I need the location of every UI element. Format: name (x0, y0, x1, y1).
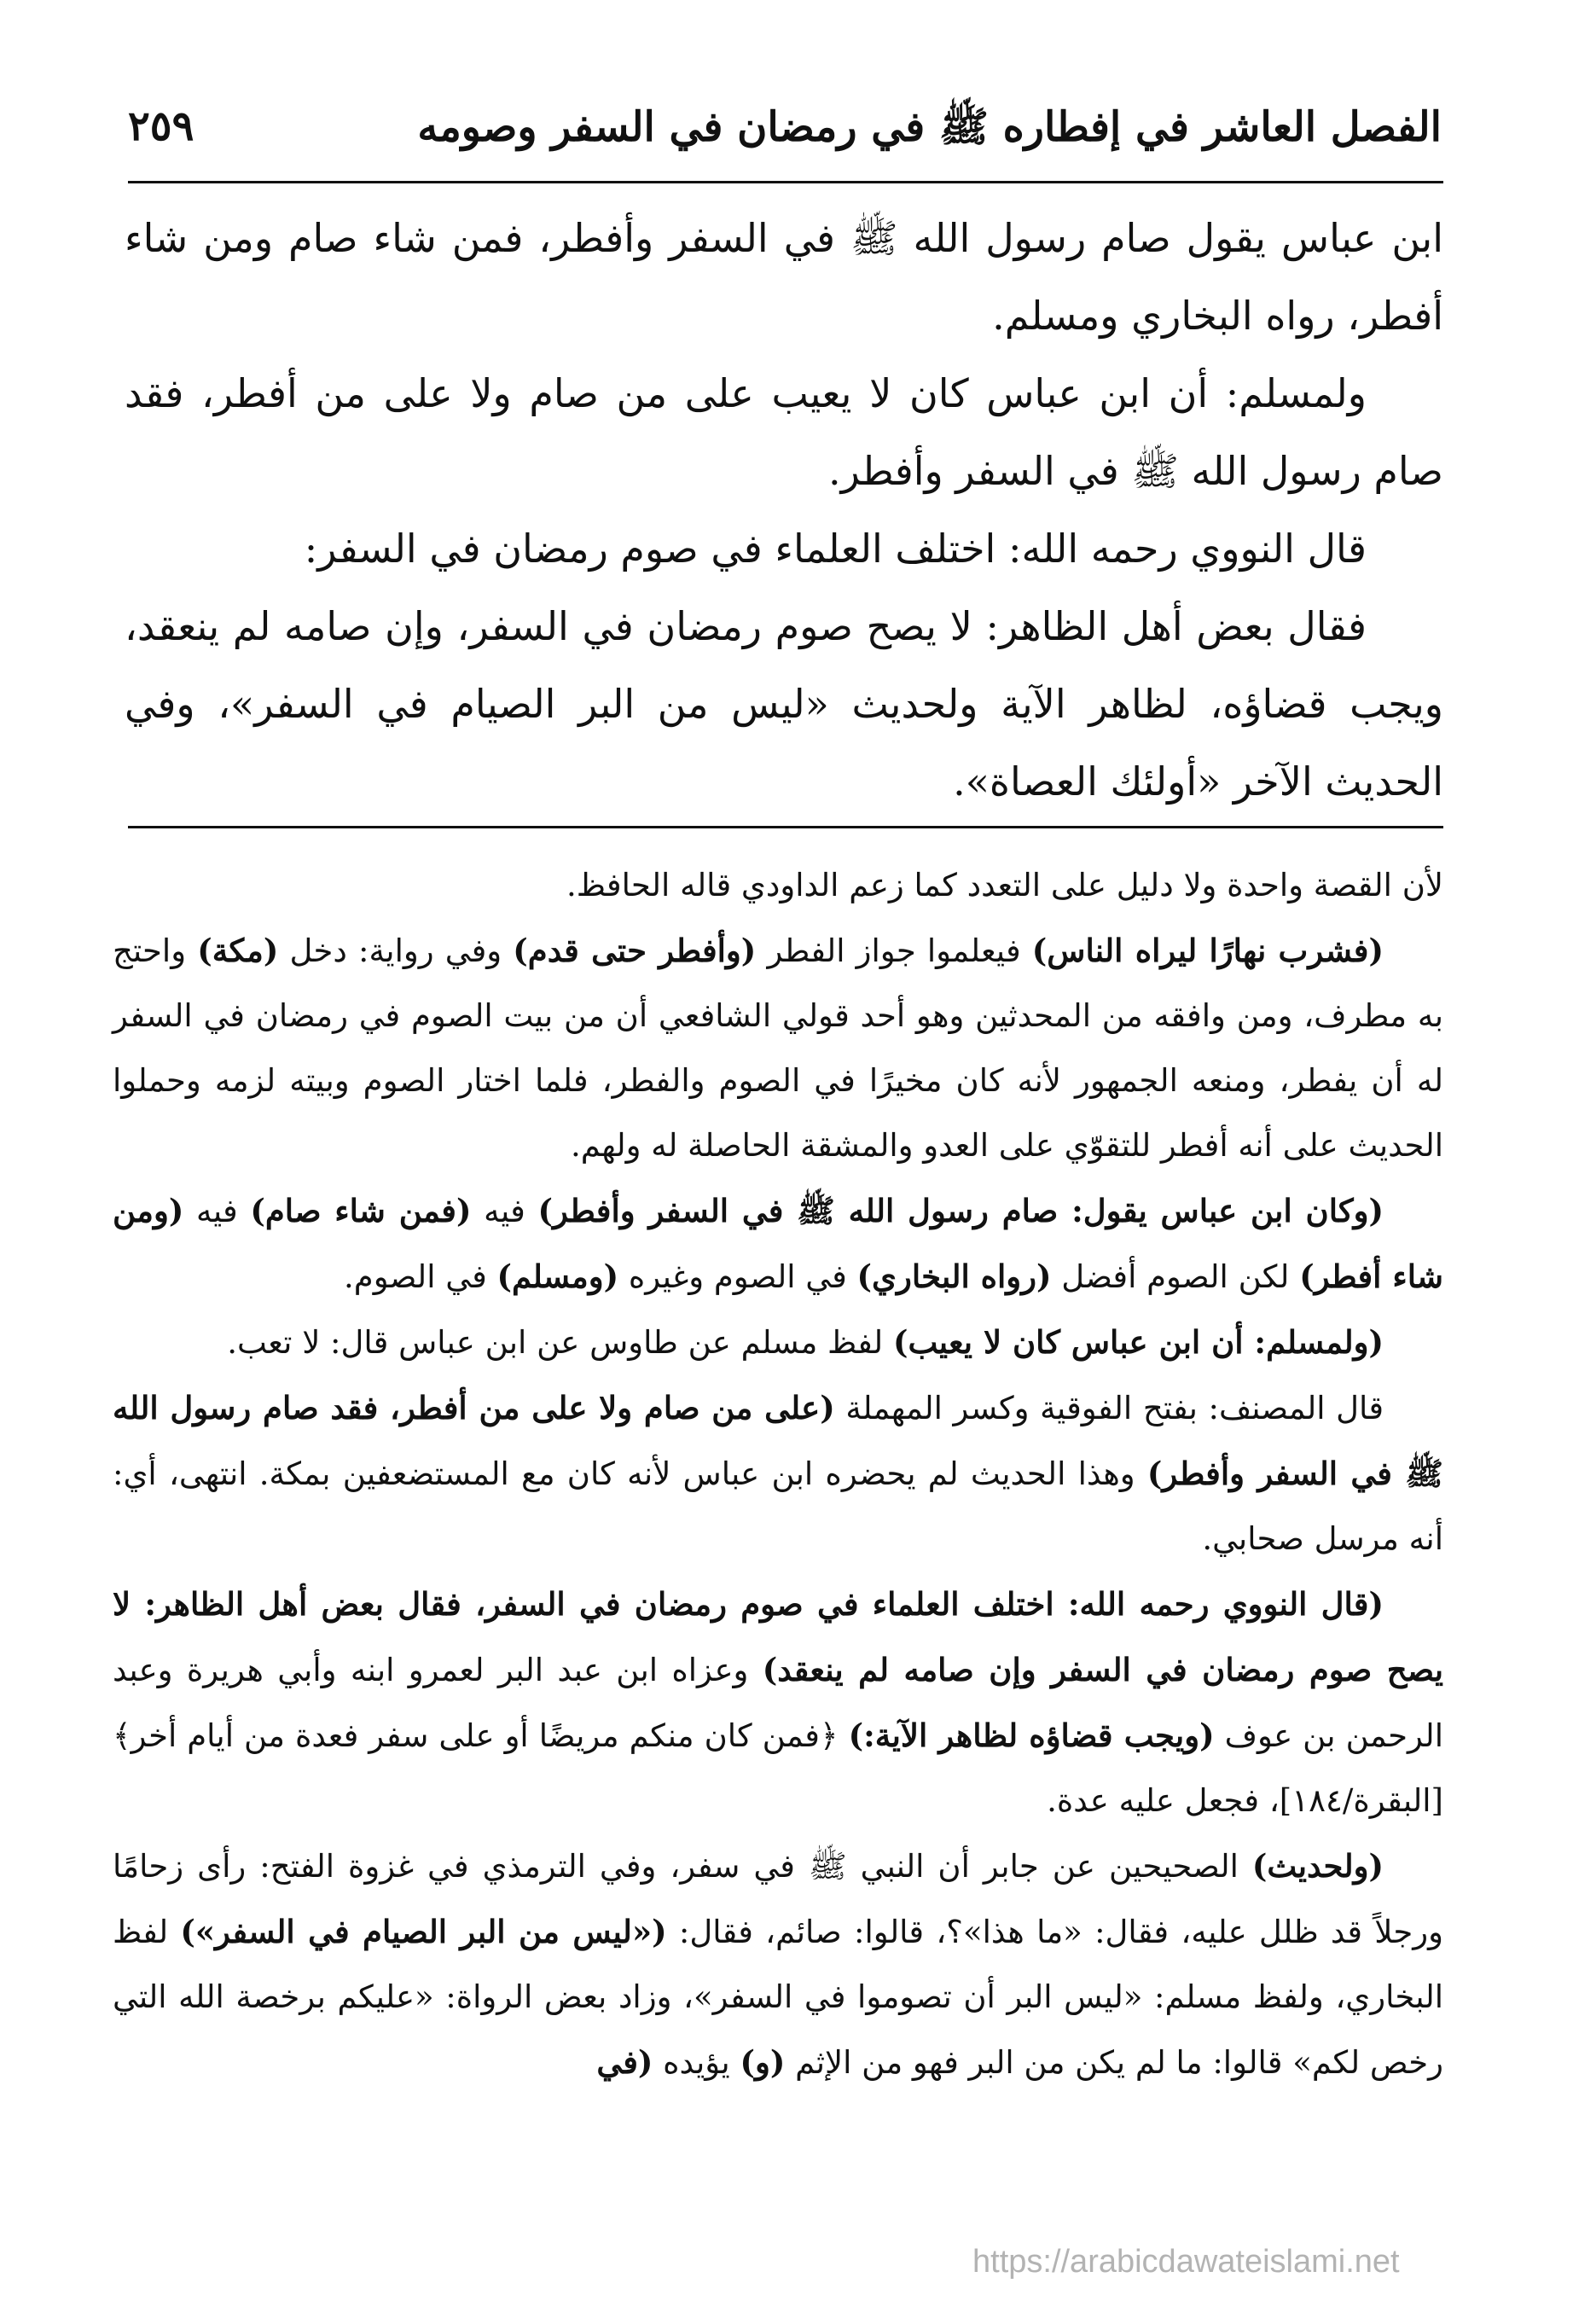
commentary-text: لفظ البخاري، ولفظ مسلم: «ليس البر أن تصوموا في السفر»، وزاد بعض الرواة: «عليكم برخصة الله التي رخص لكم» قالوا: ما لم يكن من البر فهو من الإثم (113, 1914, 1443, 2081)
quoted-phrase: (ويجب قضاؤه لظاهر الآية:) (848, 1717, 1215, 1754)
commentary-text: وفي رواية: دخل (278, 933, 514, 969)
quoted-phrase: (وأفطر حتى قدم) (513, 932, 757, 969)
main-paragraph-2: ولمسلم: أن ابن عباس كان لا يعيب على من صام ولا على من أفطر، فقد صام رسول الله ﷺ في السفر وأفطر. (125, 370, 1443, 494)
quoted-phrase: (رواه البخاري) (856, 1258, 1052, 1295)
commentary-text: في الصوم وغيره (618, 1258, 857, 1295)
quoted-phrase: (فمن شاء صام) (250, 1192, 472, 1229)
commentary-paragraph-2 (113, 918, 1443, 1178)
commentary-text: فيه (183, 1193, 251, 1229)
commentary-text: فيعلموا جواز الفطر (756, 933, 1032, 969)
commentary-text: قال المصنف: بفتح الفوقية وكسر المهملة (834, 1390, 1384, 1426)
commentary (113, 853, 1443, 2095)
commentary-text: لكن الصوم أفضل (1051, 1258, 1300, 1295)
page-number: ٢٥٩ (128, 102, 194, 150)
quoted-phrase: (في (596, 2043, 653, 2081)
page-header (128, 102, 1442, 169)
commentary-text: فيه (471, 1193, 538, 1229)
commentary-text: لفظ مسلم عن طاوس عن ابن عباس قال: لا تعب. (227, 1324, 893, 1361)
main-text (125, 200, 1443, 821)
commentary-text: واحتج به مطرف، ومن وافقه من المحدثين وهو أحد قولي الشافعي أن من بيت الصوم في رمضان في السفر له أن يفطر، ومنعه الجمهور لأنه كان مخيرًا في الصوم والفطر، فلما اختار الصوم وبيته لزمه وحملوا الحديث على أنه أفطر للتقوّي على العدو والمشقة الحاصلة له ولهم. (113, 933, 1443, 1164)
commentary-text: يؤيده (653, 2044, 740, 2081)
commentary-paragraph-1: لأن القصة واحدة ولا دليل على التعدد كما زعم الداودي قاله الحافظ. (566, 867, 1443, 903)
commentary-paragraph-3 (113, 1178, 1443, 1310)
main-paragraph-4: فقال بعض أهل الظاهر: لا يصح صوم رمضان في السفر، وإن صامه لم ينعقد، ويجب قضاؤه، لظاهر الآية ولحديث «ليس من البر الصيام في السفر»، وفي الحديث الآخر «أولئك العصاة». (125, 603, 1443, 805)
commentary-paragraph-5 (113, 1375, 1443, 1572)
quoted-phrase: (و) (740, 2043, 786, 2081)
commentary-text: ﴿فمن كان منكم مريضًا أو على سفر فعدة من أيام أخر﴾ [البقرة/١٨٤]، فجعل عليه عدة. (113, 1717, 1443, 1819)
footnote-rule (128, 826, 1443, 828)
main-paragraph-3: قال النووي رحمه الله: اختلف العلماء في صوم رمضان في السفر: (304, 526, 1367, 572)
quoted-phrase: (ومسلم) (496, 1258, 619, 1295)
quoted-phrase: (فشرب نهارًا ليراه الناس) (1031, 932, 1384, 969)
main-paragraph-1: ابن عباس يقول صام رسول الله ﷺ في السفر وأفطر، فمن شاء صام ومن شاء أفطر، رواه البخاري ومسلم. (125, 215, 1443, 339)
chapter-title: الفصل العاشر في إفطاره ﷺ في رمضان في السفر وصومه (417, 103, 1442, 151)
commentary-text: وهذا الحديث لم يحضره ابن عباس لأنه كان مع المستضعفين بمكة. انتهى، أي: أنه مرسل صحابي. (113, 1455, 1443, 1557)
quoted-phrase: (وكان ابن عباس يقول: صام رسول الله ﷺ في السفر وأفطر) (537, 1192, 1384, 1229)
commentary-paragraph-6 (113, 1572, 1443, 1833)
quoted-phrase: (مكة) (197, 932, 279, 969)
quoted-phrase: (ومن شاء أفطر) (113, 1192, 1443, 1295)
quoted-phrase: («ليس من البر الصيام في السفر») (180, 1913, 667, 1950)
commentary-paragraph-7 (113, 1833, 1443, 2095)
commentary-text: الصحيحين عن جابر أن النبي ﷺ في سفر، وفي الترمذي في غزوة الفتح: رأى زحامًا ورجلاً قد ظلل عليه، فقال: «ما هذا»؟، قالوا: صائم، فقال: (113, 1848, 1443, 1950)
commentary-text: في الصوم. (344, 1258, 497, 1295)
quoted-phrase: (قال النووي رحمه الله: اختلف العلماء في صوم رمضان في السفر، فقال بعض أهل الظاهر: لا يصح صوم رمضان في السفر وإن صامه لم ينعقد) (113, 1585, 1444, 1688)
commentary-paragraph-4 (113, 1310, 1443, 1375)
quoted-phrase: (على من صام ولا على من أفطر، فقد صام رسول الله ﷺ في السفر وأفطر) (113, 1389, 1443, 1492)
quoted-phrase: (ولحديث) (1251, 1847, 1384, 1885)
commentary-text: وعزاه ابن عبد البر لعمرو ابنه وأبي هريرة وعبد الرحمن بن عوف (113, 1652, 1443, 1754)
watermark-url: https://arabicdawateislami.net (972, 2244, 1400, 2280)
quoted-phrase: (ولمسلم: أن ابن عباس كان لا يعيب) (892, 1323, 1384, 1361)
header-rule (128, 181, 1443, 183)
